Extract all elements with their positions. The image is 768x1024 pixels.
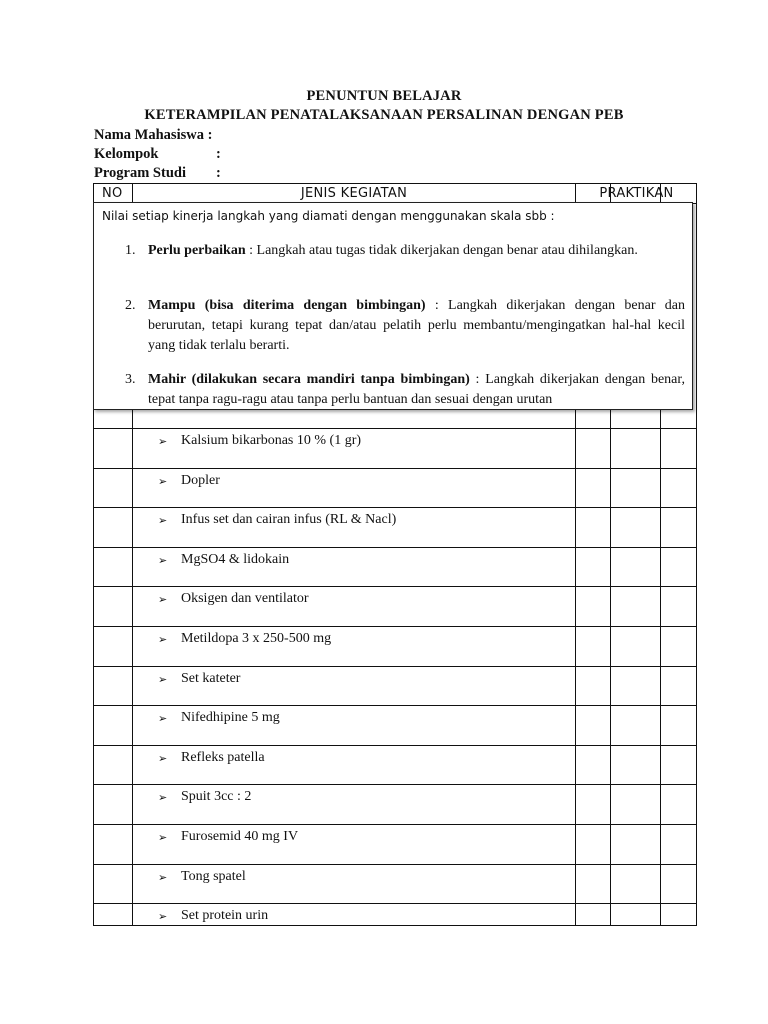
table-row <box>134 824 573 864</box>
table-row <box>134 586 573 626</box>
activity-item-label: Oksigen dan ventilator <box>181 591 309 607</box>
arrow-bullet-icon: ➢ <box>158 514 168 528</box>
group-field <box>94 146 221 163</box>
arrow-bullet-icon: ➢ <box>158 633 168 646</box>
row-divider <box>94 547 696 548</box>
table-row <box>134 547 573 587</box>
table-row <box>134 903 573 943</box>
arrow-bullet-icon: ➢ <box>158 593 168 607</box>
rating-item-2 <box>125 296 685 356</box>
activity-item-label: Furosemid 40 mg IV <box>181 829 299 844</box>
student-name-label: Nama Mahasiswa : <box>94 127 213 143</box>
group-colon: : <box>216 146 221 162</box>
activity-item-label: Set kateter <box>181 670 241 686</box>
arrow-bullet-icon: ➢ <box>158 791 168 805</box>
arrow-bullet-icon: ➢ <box>158 435 168 448</box>
row-divider <box>94 666 696 667</box>
column-header-no: NO <box>102 186 123 201</box>
table-row <box>134 705 573 745</box>
program-label: Program Studi <box>94 165 186 181</box>
row-divider <box>94 705 696 706</box>
activity-item-label: Spuit 3cc : 2 <box>181 789 252 805</box>
table-row <box>134 428 573 468</box>
arrow-bullet-icon: ➢ <box>158 672 168 686</box>
arrow-bullet-icon: ➢ <box>158 712 168 726</box>
arrow-bullet-icon: ➢ <box>158 831 168 844</box>
rating-description: : Langkah atau tugas tidak dikerjakan dengan benar atau dihilangkan. <box>245 243 638 258</box>
row-divider <box>94 468 696 469</box>
activity-item-label: Set protein urin <box>181 908 269 924</box>
group-label: Kelompok <box>94 146 159 162</box>
table-row <box>134 864 573 904</box>
row-divider <box>94 864 696 865</box>
program-field <box>94 165 221 182</box>
rating-item-number: 2. <box>125 298 136 313</box>
rating-item-3 <box>125 370 685 410</box>
activity-item-label: Tong spatel <box>181 868 246 884</box>
row-divider <box>94 428 696 429</box>
activity-item-label: Infus set dan cairan infus (RL & Nacl) <box>181 512 397 528</box>
arrow-bullet-icon: ➢ <box>158 870 168 884</box>
row-divider <box>94 507 696 508</box>
row-divider <box>94 903 696 904</box>
rating-term: Perlu perbaikan <box>148 243 246 258</box>
arrow-bullet-icon: ➢ <box>158 553 168 567</box>
arrow-bullet-icon: ➢ <box>158 474 168 488</box>
rating-scale-intro: Nilai setiap kinerja langkah yang diamati dengan menggunakan skala sbb : <box>102 209 555 223</box>
document-title: PENUNTUN BELAJAR <box>306 88 462 104</box>
row-divider <box>94 784 696 785</box>
rating-term: Mahir (dilakukan secara mandiri tanpa bimbingan) <box>148 372 470 387</box>
row-divider <box>94 745 696 746</box>
document-subtitle: KETERAMPILAN PENATALAKSANAAN PERSALINAN DENGAN PEB <box>144 107 624 123</box>
row-divider <box>94 824 696 825</box>
student-name-field <box>94 127 212 144</box>
column-header-praktikan: PRAKTIKAN <box>599 186 674 201</box>
arrow-bullet-icon: ➢ <box>158 910 168 924</box>
rating-description: : Langkah dikerjakan dengan benar, tepat tanpa ragu-ragu atau tanpa perlu bantuan dan sesuai dengan urutan <box>148 372 685 407</box>
arrow-bullet-icon: ➢ <box>158 751 168 765</box>
table-row <box>134 784 573 824</box>
table-row <box>134 626 573 666</box>
rating-term: Mampu (bisa diterima dengan bimbingan) <box>148 298 426 313</box>
column-header-jenis-kegiatan: JENIS KEGIATAN <box>300 186 408 201</box>
table-row <box>134 745 573 785</box>
table-row <box>134 507 573 547</box>
activity-item-label: Refleks patella <box>181 749 265 765</box>
row-divider <box>94 586 696 587</box>
program-colon: : <box>216 165 221 181</box>
activity-item-label: Metildopa 3 x 250-500 mg <box>181 631 332 646</box>
rating-item-number: 3. <box>125 372 136 387</box>
rating-scale-tooltip <box>93 202 693 410</box>
rating-item-number: 1. <box>125 243 136 258</box>
row-divider <box>94 626 696 627</box>
rating-item-1 <box>125 241 685 261</box>
rating-description: : Langkah dikerjakan dengan benar dan berurutan, tetapi kurang tepat dan/atau pelatih perlu membantu/mengingatkan hal-hal kecil yang tidak terlalu berarti. <box>148 298 686 353</box>
activity-item-label: Dopler <box>181 472 220 488</box>
table-row <box>134 468 573 508</box>
table-row <box>134 666 573 706</box>
activity-item-label: MgSO4 & lidokain <box>181 551 290 567</box>
activity-item-label: Kalsium bikarbonas 10 % (1 gr) <box>181 433 362 448</box>
activity-item-label: Nifedhipine 5 mg <box>181 710 280 726</box>
